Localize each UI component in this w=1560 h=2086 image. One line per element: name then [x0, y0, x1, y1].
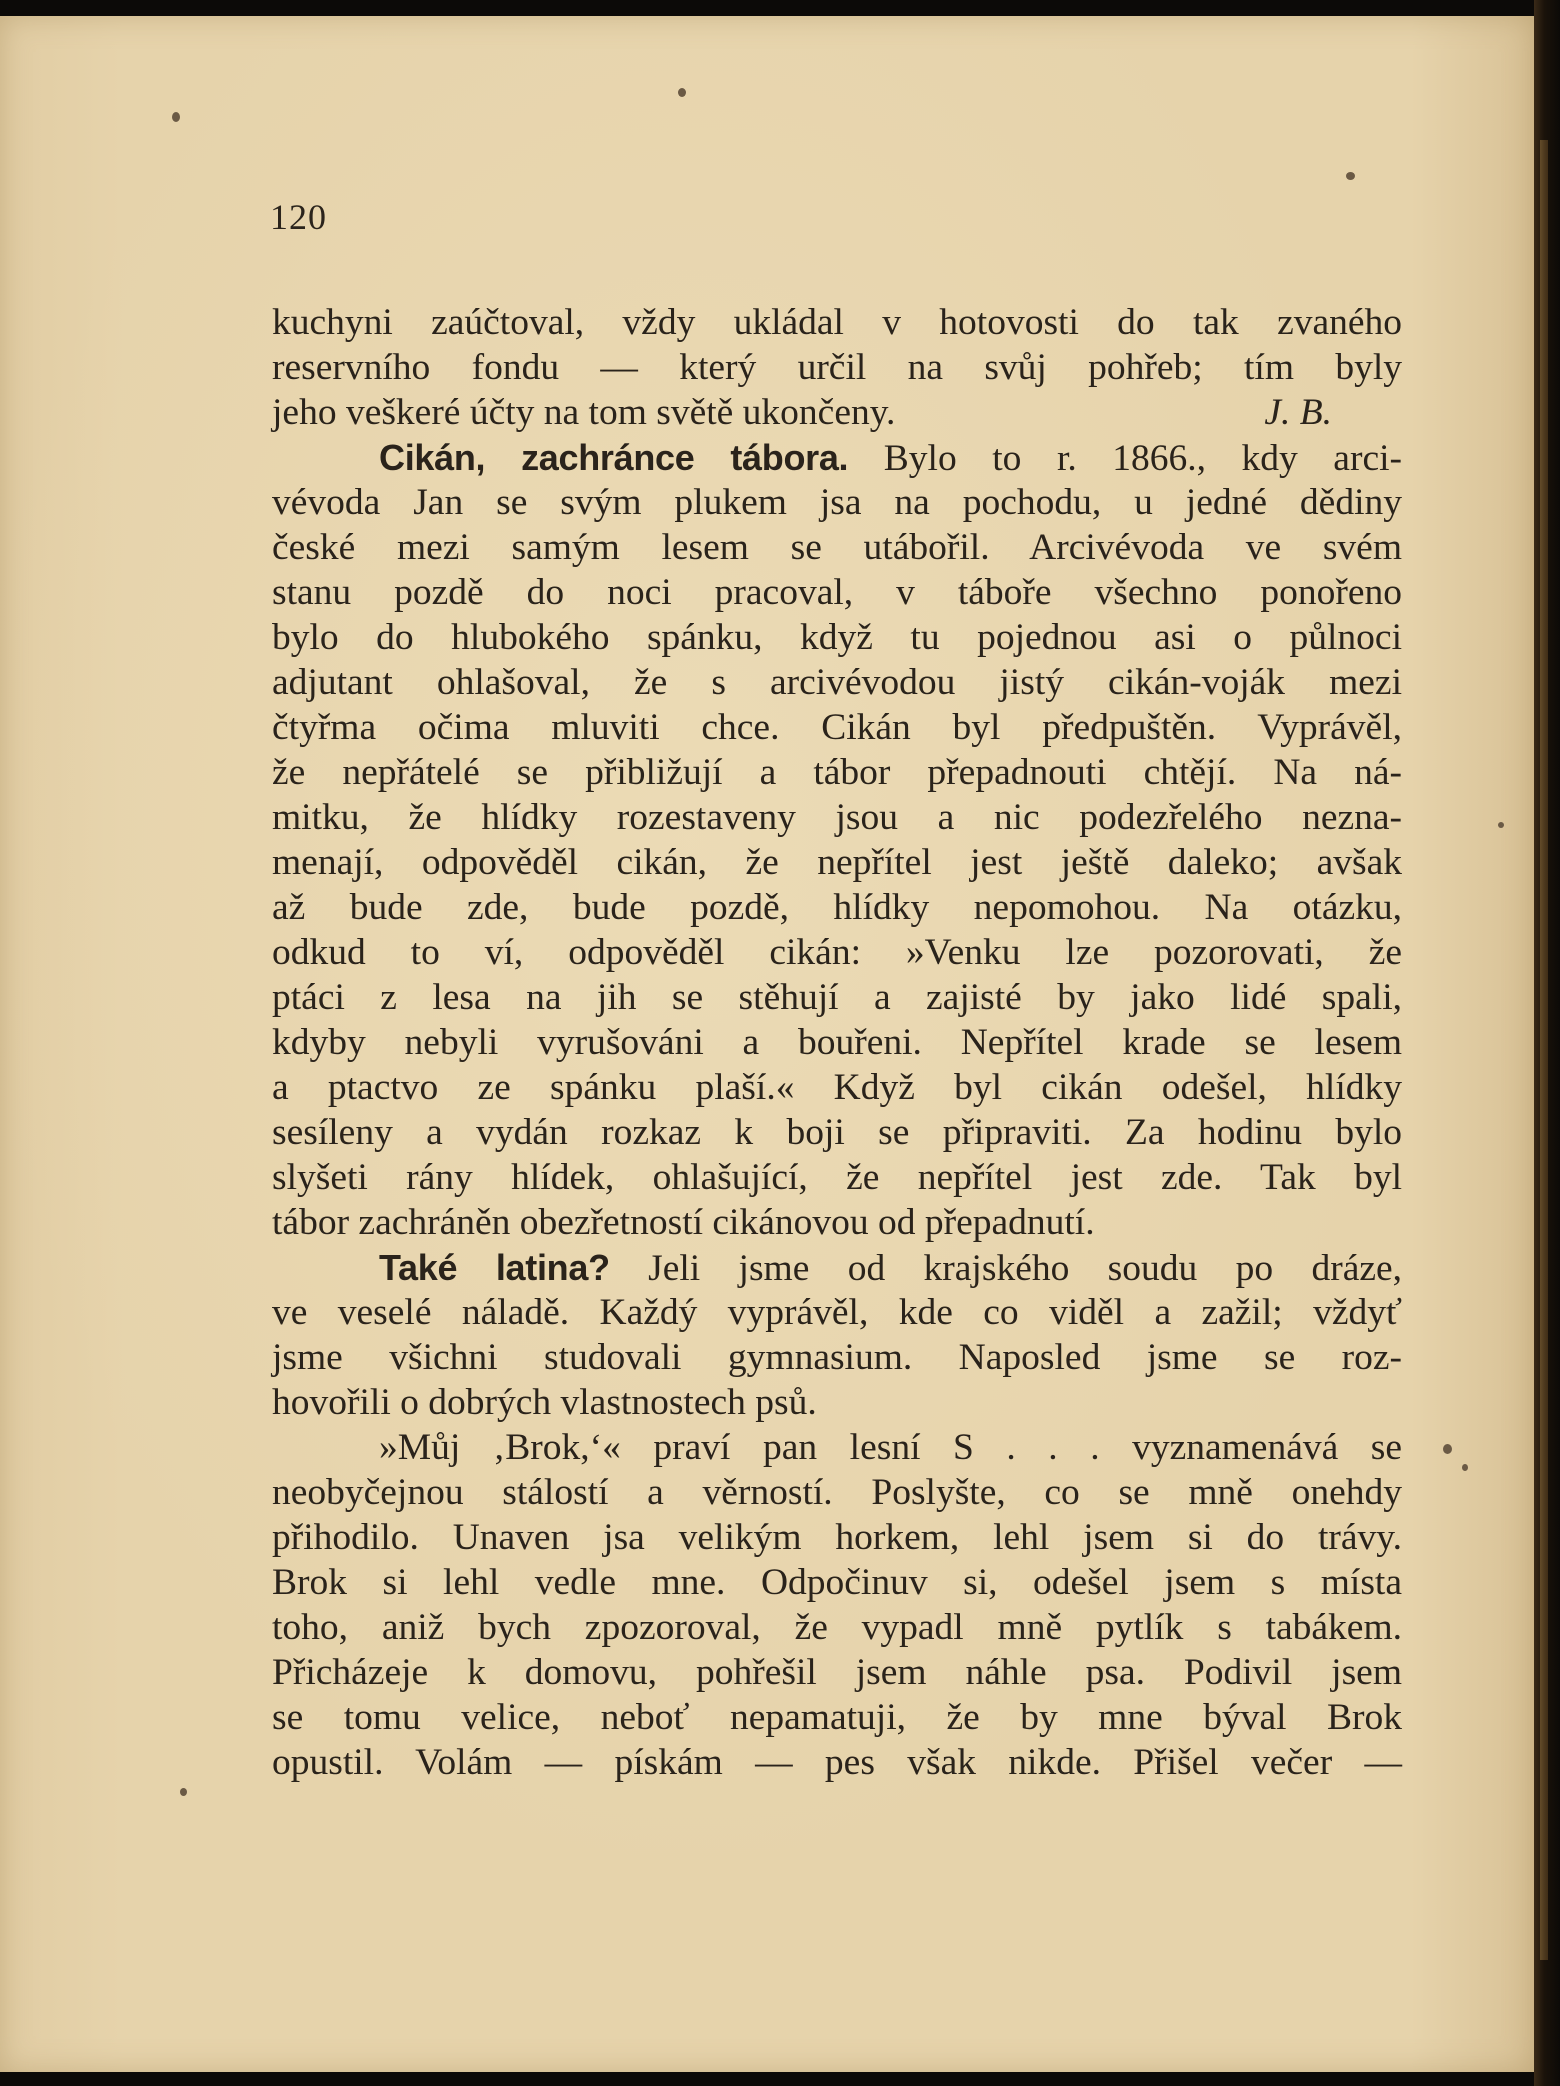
text-line: »Můj ‚Brok,‘« praví pan lesní S . . . vyznamenává se: [379, 1427, 1402, 1468]
paper-speck: [1462, 1464, 1468, 1471]
paper-speck: [1443, 1444, 1452, 1454]
text-line: adjutant ohlašoval, že s arcivévodou jistý cikán-voják mezi: [272, 662, 1402, 703]
text-line: hovořili o dobrých vlastnostech psů.: [272, 1382, 817, 1423]
text-line: opustil. Volám — pískám — pes však nikde. Přišel večer —: [272, 1742, 1402, 1783]
paper-speck: [1498, 822, 1504, 828]
text-line: jsme všichni studovali gymnasium. Naposled jsme se roz-: [272, 1337, 1402, 1378]
text-line: a ptactvo ze spánku plaší.« Když byl cikán odešel, hlídky: [272, 1067, 1402, 1108]
page-number: 120: [270, 197, 327, 237]
text-line: toho, aniž bych zpozoroval, že vypadl mně pytlík s tabákem.: [272, 1607, 1402, 1648]
text-line: české mezi samým lesem se utábořil. Arcivévoda ve svém: [272, 527, 1402, 568]
section-heading-latina: Také latina?: [379, 1247, 610, 1288]
section-heading-line: [272, 435, 1402, 480]
text-line: vévoda Jan se svým plukem jsa na pochodu, u jedné dědiny: [272, 482, 1402, 523]
paper-speck: [678, 88, 686, 97]
author-initials: J. B.: [1264, 392, 1332, 433]
text-line: přihodilo. Unaven jsa velikým horkem, lehl jsem si do trávy.: [272, 1517, 1402, 1558]
book-spine-edge: [1534, 0, 1560, 2086]
text-line: mitku, že hlídky rozestaveny jsou a nic podezřelého nezna-: [272, 797, 1402, 838]
paper-speck: [180, 1788, 187, 1796]
text-line: Brok si lehl vedle mne. Odpočinuv si, odešel jsem s místa: [272, 1562, 1402, 1603]
text-line: tábor zachráněn obezřetností cikánovou od přepadnutí.: [272, 1202, 1095, 1243]
text-line: neobyčejnou stálostí a věrností. Poslyšte, co se mně onehdy: [272, 1472, 1402, 1513]
text-line: Bylo to r. 1866., kdy arci-: [848, 438, 1402, 479]
text-line-with-signature: [272, 390, 1402, 435]
text-line: slyšeti rány hlídek, ohlašující, že nepřítel jest zde. Tak byl: [272, 1157, 1402, 1198]
text-line: Přicházeje k domovu, pohřešil jsem náhle psa. Podivil jsem: [272, 1652, 1402, 1693]
text-line: kdyby nebyli vyrušováni a bouřeni. Nepřítel krade se lesem: [272, 1022, 1402, 1063]
text-line: menají, odpověděl cikán, že nepřítel jest ještě daleko; avšak: [272, 842, 1402, 883]
text-line: že nepřátelé se přibližují a tábor přepadnouti chtějí. Na ná-: [272, 752, 1402, 793]
spine-binding-strip: [1540, 140, 1548, 1960]
paper-speck: [172, 112, 180, 122]
paper-speck: [1346, 172, 1355, 180]
text-line: ptáci z lesa na jih se stěhují a zajisté by jako lidé spali,: [272, 977, 1402, 1018]
text-line: ve veselé náladě. Každý vyprávěl, kde co viděl a zažil; vždyť: [272, 1292, 1402, 1333]
text-line: se tomu velice, neboť nepamatuji, že by mne býval Brok: [272, 1697, 1402, 1738]
page-body-text: [272, 300, 1402, 1785]
section-heading-cikan: Cikán, zachránce tábora.: [379, 437, 849, 478]
text-line: čtyřma očima mluviti chce. Cikán byl předpuštěn. Vyprávěl,: [272, 707, 1402, 748]
text-line: sesíleny a vydán rozkaz k boji se připraviti. Za hodinu bylo: [272, 1112, 1402, 1153]
text-line: reservního fondu — který určil na svůj pohřeb; tím byly: [272, 347, 1402, 388]
text-line: až bude zde, bude pozdě, hlídky nepomohou. Na otázku,: [272, 887, 1402, 928]
text-line: Jeli jsme od krajského soudu po dráze,: [609, 1248, 1403, 1289]
text-line: stanu pozdě do noci pracoval, v táboře všechno ponořeno: [272, 572, 1402, 613]
text-line: kuchyni zaúčtoval, vždy ukládal v hotovosti do tak zvaného: [272, 302, 1402, 343]
text-line: odkud to ví, odpověděl cikán: »Venku lze pozorovati, že: [272, 932, 1402, 973]
section-heading-line: [272, 1245, 1402, 1290]
text-line: bylo do hlubokého spánku, když tu pojednou asi o půlnoci: [272, 617, 1402, 658]
text-line: jeho veškeré účty na tom světě ukončeny.: [272, 392, 896, 433]
